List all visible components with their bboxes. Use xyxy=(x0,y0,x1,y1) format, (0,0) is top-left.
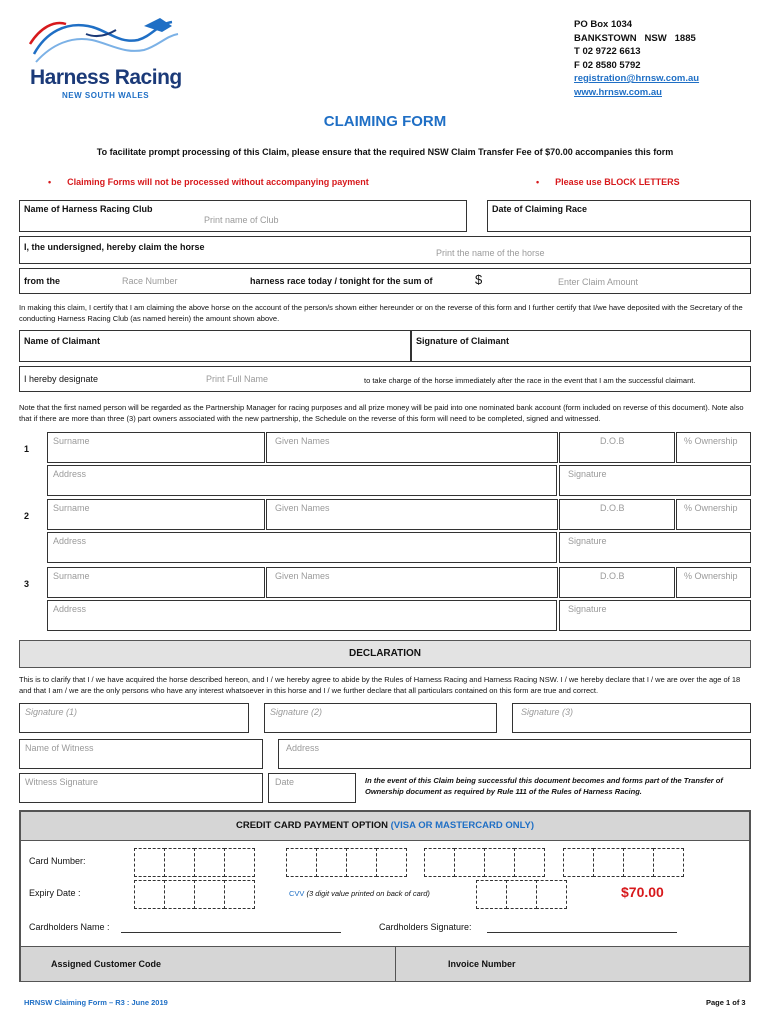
logo-name: Harness Racing xyxy=(30,66,182,89)
owner-given-names-field[interactable] xyxy=(266,567,558,598)
owner-dob-field-placeholder: D.O.B xyxy=(600,436,625,446)
horse-logo-icon xyxy=(26,14,186,70)
payment-heading-bar xyxy=(21,812,749,841)
designate-row xyxy=(19,366,751,392)
witness-name-field[interactable] xyxy=(19,739,263,769)
owner-dob-field[interactable] xyxy=(559,499,675,530)
payment-amount: $70.00 xyxy=(621,884,664,900)
owner-given-names-field-placeholder: Given Names xyxy=(275,571,330,581)
cardholder-signature-label: Cardholders Signature: xyxy=(379,922,472,932)
race-sum-row xyxy=(19,268,751,294)
owner-dob-field-placeholder: D.O.B xyxy=(600,503,625,513)
declaration-text: This is to clarify that I / we have acquired the horse described hereon, and I / we hereby agree to abide by the Rules of Harness Racing and Harness Racing NSW. I / we hereby declare that I / we are over the age of 18 and that I am / we are the only persons who have any interest whatsoever in this horse and I / we further declare that all particulars contained on this form are true and correct. xyxy=(19,675,741,695)
owner-dob-field[interactable] xyxy=(559,567,675,598)
signature-2-placeholder: Signature (2) xyxy=(270,707,323,717)
claimant-signature-label: Signature of Claimant xyxy=(416,336,510,346)
signature-1-placeholder: Signature (1) xyxy=(25,707,78,717)
designate-tail-text: to take charge of the horse immediately after the race in the event that I am the successful claimant. xyxy=(364,376,696,385)
owner-dob-field[interactable] xyxy=(559,432,675,463)
transfer-note: In the event of this Claim being successful this document becomes and forms part of the Transfer of Ownership document as required by Rule 111 of the Rules of Harness Racing. xyxy=(365,776,723,796)
owner-address-field-placeholder: Address xyxy=(53,604,87,614)
owner-signature-field[interactable] xyxy=(559,600,751,631)
certify-text: In making this claim, I certify that I am claiming the above horse on the account of the person/s shown either hereunder or on the reverse of this form and I further certify that I/we have deposited with the Secretary of the conducting Harness Racing Club (as named herein) the amount shown above. xyxy=(19,303,743,323)
owner-given-names-field[interactable] xyxy=(266,499,558,530)
owner-address-field-placeholder: Address xyxy=(53,469,87,479)
horse-name-field[interactable] xyxy=(19,236,751,264)
bullet-dot-icon: • xyxy=(48,177,52,187)
digit-cell[interactable] xyxy=(134,880,165,909)
owner-surname-field-placeholder: Surname xyxy=(53,571,90,581)
digit-cell[interactable] xyxy=(164,848,195,877)
owner-given-names-field[interactable] xyxy=(266,432,558,463)
horse-name-label: I, the undersigned, hereby claim the horse xyxy=(24,242,205,252)
cardholder-signature-input[interactable] xyxy=(487,932,677,933)
logo-subtitle: NEW SOUTH WALES xyxy=(62,91,150,100)
cvv-label-text: CVV xyxy=(289,889,305,898)
club-name-placeholder: Print name of Club xyxy=(204,215,279,225)
owner-surname-field[interactable] xyxy=(47,432,265,463)
cardholder-name-label: Cardholders Name : xyxy=(29,922,110,932)
signature-3-placeholder: Signature (3) xyxy=(521,707,574,717)
form-title: CLAIMING FORM xyxy=(323,113,447,130)
owner-signature-field[interactable] xyxy=(559,532,751,563)
contact-block xyxy=(574,18,699,99)
owner-number: 3 xyxy=(24,579,30,589)
digit-cell[interactable] xyxy=(224,848,255,877)
cvv-label xyxy=(289,889,430,898)
horse-name-placeholder: Print the name of the horse xyxy=(436,248,545,258)
witness-date-field[interactable] xyxy=(268,773,356,803)
claimant-name-field[interactable] xyxy=(19,330,411,362)
digit-cell[interactable] xyxy=(454,848,485,877)
witness-name-placeholder: Name of Witness xyxy=(25,743,94,753)
club-name-field[interactable] xyxy=(19,200,467,232)
digit-cell[interactable] xyxy=(484,848,515,877)
digit-cell[interactable] xyxy=(514,848,545,877)
owner-number: 2 xyxy=(24,511,30,521)
declaration-heading: DECLARATION xyxy=(19,640,751,668)
claim-amount-input[interactable]: Enter Claim Amount xyxy=(558,277,639,287)
digit-cell[interactable] xyxy=(623,848,654,877)
digit-cell[interactable] xyxy=(563,848,594,877)
office-use-row xyxy=(21,946,749,981)
owner-address-field[interactable] xyxy=(47,600,557,631)
owner-address-field[interactable] xyxy=(47,465,557,496)
bullet-dot-icon: • xyxy=(536,177,540,187)
digit-cell[interactable] xyxy=(476,880,507,909)
owner-ownership-field[interactable] xyxy=(676,432,751,463)
bullet-block-letters-text: Please use BLOCK LETTERS xyxy=(555,177,680,187)
owner-ownership-field-placeholder: % Ownership xyxy=(684,571,738,581)
owner-address-field[interactable] xyxy=(47,532,557,563)
payment-section xyxy=(19,810,751,982)
signature-3-field[interactable] xyxy=(512,703,751,733)
designate-label: I hereby designate xyxy=(24,374,99,384)
bullet-block-letters xyxy=(536,177,680,187)
bullet-payment xyxy=(48,177,369,187)
digit-cell[interactable] xyxy=(536,880,567,909)
witness-address-placeholder: Address xyxy=(286,743,320,753)
owner-signature-field-placeholder: Signature xyxy=(568,604,607,614)
contact-line-2: BANKSTOWN NSW 1885 xyxy=(574,32,696,44)
digit-cell[interactable] xyxy=(593,848,624,877)
cardholder-name-input[interactable] xyxy=(121,932,341,933)
customer-code-field[interactable] xyxy=(21,947,396,981)
owner-surname-field[interactable] xyxy=(47,499,265,530)
digit-cell[interactable] xyxy=(194,848,225,877)
claimant-signature-field[interactable] xyxy=(411,330,751,362)
signature-1-field[interactable] xyxy=(19,703,249,733)
digit-cell[interactable] xyxy=(286,848,317,877)
payment-heading: CREDIT CARD PAYMENT OPTION xyxy=(235,820,388,831)
contact-fax: F 02 8580 5792 xyxy=(574,59,641,71)
digit-cell[interactable] xyxy=(134,848,165,877)
signature-2-field[interactable] xyxy=(264,703,497,733)
payment-heading-cards: (VISA OR MASTERCARD ONLY) xyxy=(390,820,535,831)
contact-email-link[interactable]: registration@hrnsw.com.au xyxy=(574,73,700,84)
owner-address-field-placeholder: Address xyxy=(53,536,87,546)
intro-text: To facilitate prompt processing of this Claim, please ensure that the required NSW Claim Transfer Fee of $70.00 accompanies this form xyxy=(96,147,674,157)
owner-surname-field-placeholder: Surname xyxy=(53,503,90,513)
digit-cell[interactable] xyxy=(224,880,255,909)
from-the-label: from the xyxy=(24,276,60,286)
card-number-label: Card Number: xyxy=(29,856,86,866)
witness-address-field[interactable] xyxy=(278,739,751,769)
digit-cell[interactable] xyxy=(653,848,684,877)
invoice-number-label: Invoice Number xyxy=(448,959,516,969)
owner-given-names-field-placeholder: Given Names xyxy=(275,503,330,513)
owner-number: 1 xyxy=(24,444,30,454)
contact-web-link[interactable]: www.hrnsw.com.au xyxy=(574,86,662,98)
contact-phone: T 02 9722 6613 xyxy=(574,46,641,57)
race-sum-label: harness race today / tonight for the sum of xyxy=(250,276,433,286)
digit-cell[interactable] xyxy=(194,880,225,909)
digit-cell[interactable] xyxy=(164,880,195,909)
footer-page-number: Page 1 of 3 xyxy=(706,998,746,1007)
owner-signature-field-placeholder: Signature xyxy=(568,469,607,479)
partnership-note: Note that the first named person will be regarded as the Partnership Manager for racing purposes and all prize money will be paid into one nominated bank account (form included on reverse of this document). Note also that if there are more than three (3) part owners associated with the new partnership, the Schedule on the reverse of this form will need to be completed, signed and witnessed. xyxy=(19,403,744,423)
owner-signature-field[interactable] xyxy=(559,465,751,496)
witness-date-placeholder: Date xyxy=(275,777,295,787)
currency-symbol: $ xyxy=(475,272,483,287)
witness-signature-field[interactable] xyxy=(19,773,263,803)
bullet-payment-text: Claiming Forms will not be processed without accompanying payment xyxy=(67,177,369,187)
owner-surname-field[interactable] xyxy=(47,567,265,598)
owner-given-names-field-placeholder: Given Names xyxy=(275,436,330,446)
owner-ownership-field[interactable] xyxy=(676,499,751,530)
owner-dob-field-placeholder: D.O.B xyxy=(600,571,625,581)
footer-form-version: HRNSW Claiming Form – R3 : June 2019 xyxy=(24,998,168,1007)
claimant-name-label: Name of Claimant xyxy=(24,336,101,346)
club-name-label: Name of Harness Racing Club xyxy=(24,204,153,214)
claiming-race-date-label: Date of Claiming Race xyxy=(492,204,588,214)
owner-ownership-field-placeholder: % Ownership xyxy=(684,503,738,513)
digit-cell[interactable] xyxy=(346,848,377,877)
digit-cell[interactable] xyxy=(424,848,455,877)
owner-signature-field-placeholder: Signature xyxy=(568,536,607,546)
designate-name-input[interactable]: Print Full Name xyxy=(206,374,269,384)
expiry-date-label: Expiry Date : xyxy=(29,888,81,898)
owner-surname-field-placeholder: Surname xyxy=(53,436,90,446)
claiming-race-date-field[interactable] xyxy=(487,200,751,232)
race-number-input[interactable]: Race Number xyxy=(122,276,178,286)
digit-cell[interactable] xyxy=(316,848,347,877)
cvv-note: (3 digit value printed on back of card) xyxy=(306,889,430,898)
hrnsw-logo xyxy=(26,14,186,100)
customer-code-label: Assigned Customer Code xyxy=(51,959,162,969)
contact-line-1: PO Box 1034 xyxy=(574,19,633,30)
owner-ownership-field-placeholder: % Ownership xyxy=(684,436,738,446)
digit-cell[interactable] xyxy=(376,848,407,877)
invoice-number-field[interactable] xyxy=(396,947,749,981)
digit-cell[interactable] xyxy=(506,880,537,909)
owner-ownership-field[interactable] xyxy=(676,567,751,598)
witness-signature-placeholder: Witness Signature xyxy=(25,777,99,787)
